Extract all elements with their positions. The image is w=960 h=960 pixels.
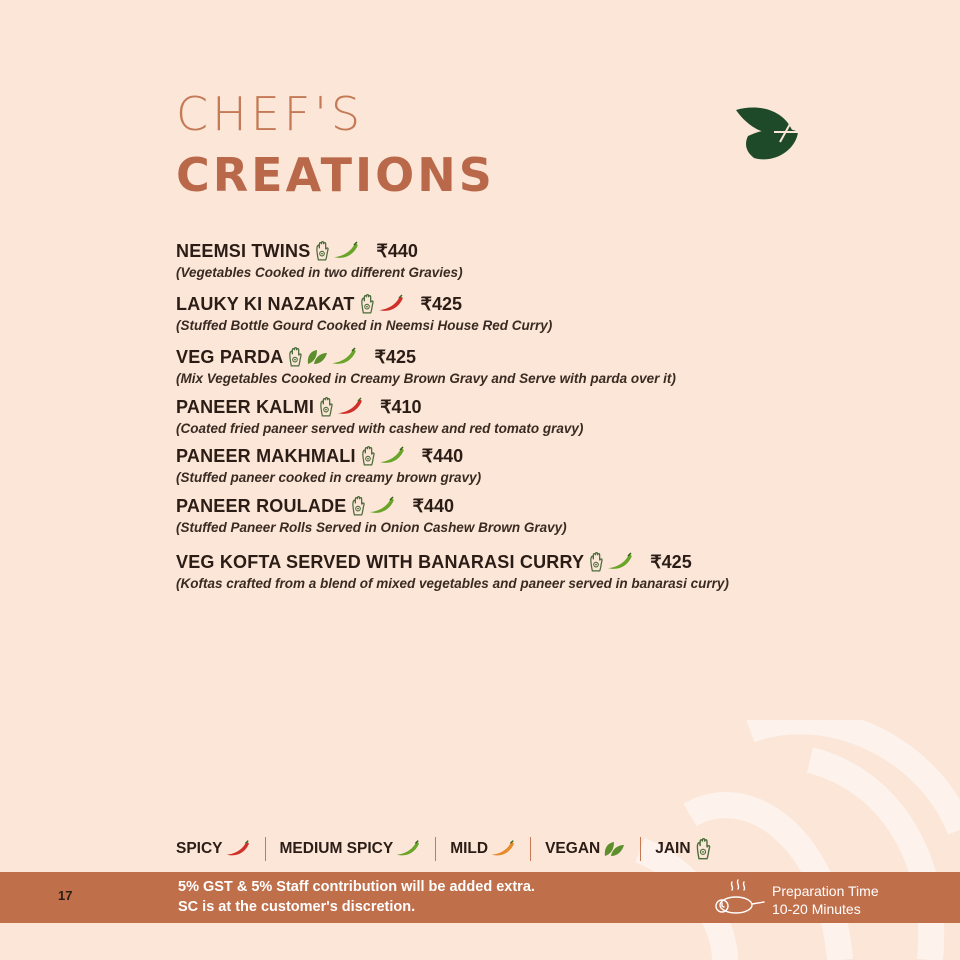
legend-label: MILD [450, 840, 489, 857]
medium-spicy-green-chilli-icon [378, 446, 406, 466]
item-name: PANEER ROULADE [176, 495, 347, 516]
item-price: ₹425 [420, 293, 463, 314]
menu-item-veg-parda [176, 344, 816, 386]
jain-hand-icon [359, 445, 377, 467]
legend-vegan [545, 839, 626, 859]
medium-spicy-green-chilli-icon [606, 552, 634, 572]
item-description: (Vegetables Cooked in two different Gravies) [176, 265, 463, 280]
legend-medium-spicy [280, 839, 422, 859]
item-description: (Stuffed Paneer Rolls Served in Onion Cashew Brown Gravy) [176, 520, 567, 535]
preparation-time [772, 882, 879, 918]
item-description: (Stuffed paneer cooked in creamy brown gravy) [176, 470, 482, 485]
item-description: (Coated fried paneer served with cashew and red tomato gravy) [176, 421, 584, 436]
item-name: PANEER KALMI [176, 396, 315, 417]
legend-jain [655, 837, 712, 861]
item-description: (Stuffed Bottle Gourd Cooked in Neemsi House Red Curry) [176, 318, 553, 333]
footer-bar [0, 872, 960, 923]
spicy-red-chilli-icon [225, 839, 251, 859]
menu-item-lauky-ki-nazakat [176, 291, 816, 333]
vegan-leaf-icon [602, 839, 626, 859]
legend-label: VEGAN [545, 840, 601, 857]
dietary-legend [176, 834, 713, 864]
item-price: ₹440 [376, 240, 418, 261]
prep-label: Preparation Time [772, 883, 879, 899]
jain-hand-icon [358, 293, 376, 315]
jain-hand-icon [349, 495, 367, 517]
item-description: (Mix Vegetables Cooked in Creamy Brown Gravy and Serve with parda over it) [176, 371, 676, 386]
tax-note [178, 877, 535, 917]
mild-green-chilli-icon [332, 241, 360, 261]
item-name: VEG PARDA [176, 346, 284, 367]
item-price: ₹440 [412, 495, 454, 516]
menu-item-neemsi-twins [176, 238, 816, 280]
spicy-red-chilli-icon [377, 294, 405, 314]
item-price: ₹410 [380, 396, 422, 417]
legend-label: MEDIUM SPICY [279, 840, 394, 857]
tax-note-line-1: 5% GST & 5% Staff contribution will be added extra. [178, 879, 535, 895]
title-line-1: CHEF'S [176, 87, 365, 141]
item-price: ₹440 [421, 445, 464, 466]
item-name: NEEMSI TWINS [176, 240, 311, 261]
item-name: LAUKY KI NAZAKAT [176, 293, 355, 314]
jain-hand-icon [286, 346, 304, 368]
menu-items-list [176, 238, 816, 591]
legend-divider [640, 837, 641, 861]
legend-divider [435, 837, 436, 861]
jain-hand-icon [317, 396, 335, 418]
menu-item-paneer-kalmi [176, 394, 816, 436]
item-price: ₹425 [650, 551, 692, 572]
legend-spicy [176, 839, 251, 859]
medium-spicy-green-chilli-icon [330, 347, 358, 367]
title-line-2: CREATIONS [176, 148, 495, 202]
legend-divider [265, 837, 266, 861]
item-description: (Koftas crafted from a blend of mixed vegetables and paneer served in banarasi curry) [176, 576, 729, 591]
legend-divider [530, 837, 531, 861]
legend-label: SPICY [176, 840, 223, 857]
medium-spicy-green-chilli-icon [368, 496, 396, 516]
legend-label: JAIN [655, 840, 691, 857]
spicy-red-chilli-icon [336, 397, 364, 417]
item-price: ₹425 [374, 346, 416, 367]
page-number: 17 [58, 888, 73, 903]
item-name: PANEER MAKHMALI [176, 445, 356, 466]
cooking-pan-icon [714, 878, 766, 920]
mild-orange-chilli-icon [490, 839, 516, 859]
menu-item-veg-kofta [176, 549, 816, 591]
item-name: VEG KOFTA SERVED WITH BANARASI CURRY [176, 551, 585, 572]
menu-item-paneer-roulade [176, 493, 816, 535]
jain-hand-icon [693, 837, 713, 861]
medium-spicy-green-chilli-icon [395, 839, 421, 859]
jain-hand-icon [313, 240, 331, 262]
leaf-logo-icon [734, 102, 800, 164]
menu-item-paneer-makhmali [176, 443, 816, 485]
legend-mild [450, 839, 516, 859]
prep-value: 10-20 Minutes [772, 901, 861, 917]
jain-hand-icon [587, 551, 605, 573]
tax-note-line-2: SC is at the customer's discretion. [178, 899, 416, 915]
vegan-leaf-icon [305, 347, 329, 367]
